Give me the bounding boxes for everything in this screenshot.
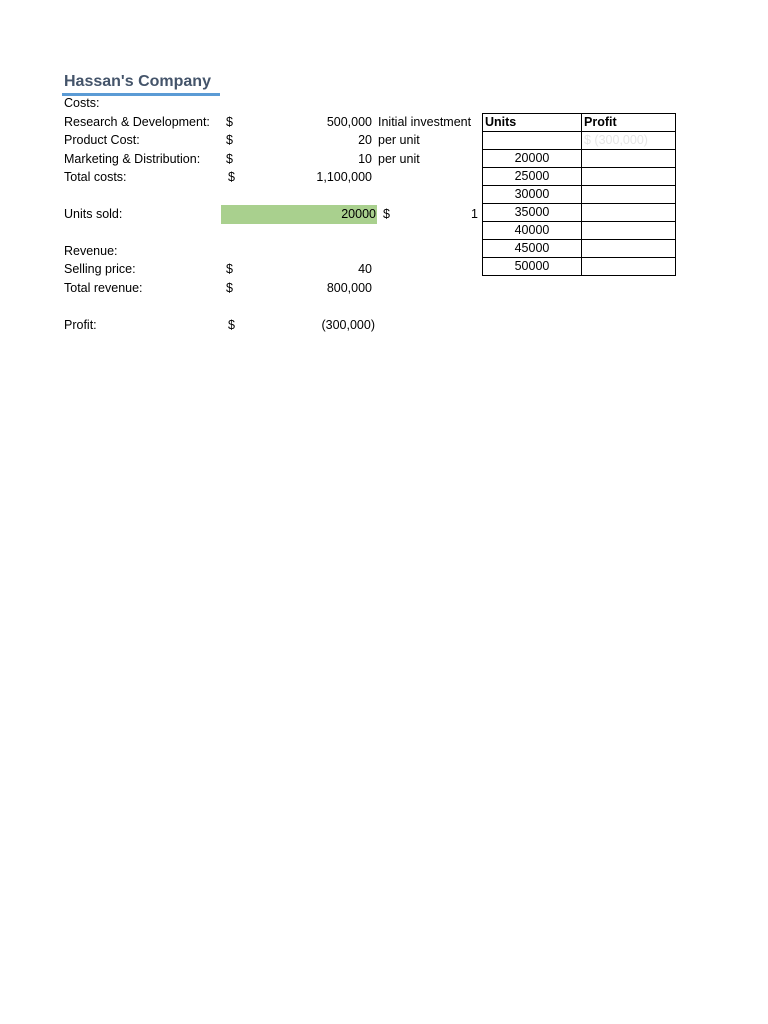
product-cost-note: per unit — [378, 133, 420, 147]
total-costs-label: Total costs: — [64, 170, 127, 184]
total-revenue-label: Total revenue: — [64, 281, 143, 295]
units-cell[interactable]: 45000 — [483, 240, 582, 258]
total-revenue-value[interactable]: 800,000 — [326, 281, 372, 295]
units-cell[interactable]: 35000 — [483, 204, 582, 222]
profit-cell[interactable] — [582, 150, 676, 168]
profit-cell[interactable] — [582, 204, 676, 222]
table-header-row — [483, 114, 676, 132]
sheet-title: Hassan's Company — [64, 73, 211, 90]
table-row — [483, 186, 676, 204]
table-row — [483, 204, 676, 222]
units-sold-value[interactable]: 20000 — [341, 207, 376, 221]
units-cell[interactable]: 25000 — [483, 168, 582, 186]
rd-value[interactable]: 500,000 — [326, 115, 372, 129]
selling-price-label: Selling price: — [64, 262, 136, 276]
total-costs-value[interactable]: 1,100,000 — [316, 170, 372, 184]
profit-cell[interactable] — [582, 186, 676, 204]
selling-price-value[interactable]: 40 — [358, 262, 372, 276]
revenue-label: Revenue: — [64, 244, 118, 258]
profit-header[interactable]: Profit — [582, 114, 676, 132]
profit-cell[interactable] — [582, 240, 676, 258]
rd-label: Research & Development: — [64, 115, 210, 129]
sensitivity-table — [482, 113, 676, 276]
units-header[interactable]: Units — [483, 114, 582, 132]
marketing-label: Marketing & Distribution: — [64, 152, 201, 166]
selling-price-currency: $ — [226, 262, 233, 276]
rd-note: Initial investment — [378, 115, 472, 129]
total-revenue-currency: $ — [226, 281, 233, 295]
marketing-value[interactable]: 10 — [358, 152, 372, 166]
total-costs-currency: $ — [228, 170, 235, 184]
table-row — [483, 240, 676, 258]
product-cost-currency: $ — [226, 133, 233, 147]
profit-label: Profit: — [64, 318, 97, 332]
rd-currency: $ — [226, 115, 233, 129]
units-cell[interactable]: 20000 — [483, 150, 582, 168]
table-row — [483, 132, 676, 150]
table-row — [483, 150, 676, 168]
profit-currency: $ — [228, 318, 235, 332]
table-row — [483, 222, 676, 240]
profit-value[interactable]: (300,000) — [321, 318, 375, 332]
product-cost-label: Product Cost: — [64, 133, 140, 147]
table-cell[interactable]: $ (300,000) — [582, 132, 676, 150]
units-sold-currency: $ — [383, 207, 390, 221]
profit-cell[interactable] — [582, 168, 676, 186]
units-sold-extra[interactable]: 1 — [471, 207, 478, 221]
units-cell[interactable]: 40000 — [483, 222, 582, 240]
product-cost-value[interactable]: 20 — [358, 133, 372, 147]
table-row — [483, 258, 676, 276]
units-sold-label: Units sold: — [64, 207, 123, 221]
marketing-note: per unit — [378, 152, 420, 166]
costs-label: Costs: — [64, 96, 100, 110]
table-row — [483, 168, 676, 186]
units-cell[interactable]: 50000 — [483, 258, 582, 276]
profit-cell[interactable] — [582, 222, 676, 240]
profit-cell[interactable] — [582, 258, 676, 276]
marketing-currency: $ — [226, 152, 233, 166]
units-cell[interactable]: 30000 — [483, 186, 582, 204]
table-cell[interactable] — [483, 132, 582, 150]
